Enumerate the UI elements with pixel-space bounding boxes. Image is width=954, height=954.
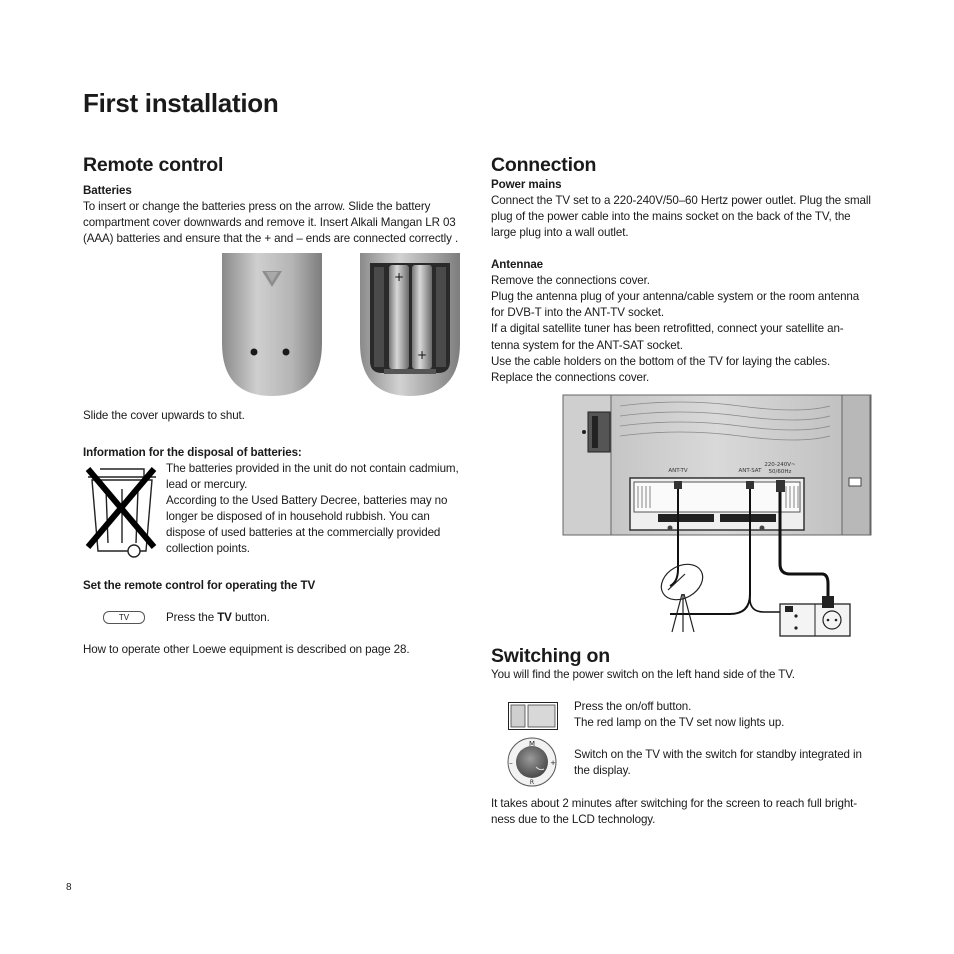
batteries-text-line-2: compartment cover downwards and remove it. Insert Alkali Mangan LR 03 (83, 216, 456, 229)
outro-line-1: It takes about 2 minutes after switching for the screen to reach full bright- (491, 797, 858, 810)
antennae-text-line-3: for DVB-T into the ANT-TV socket. (491, 306, 665, 319)
antennae-text-line-6: Use the cable holders on the bottom of the TV for laying the cables. (491, 355, 831, 368)
power-mains-heading: Power mains (491, 178, 562, 191)
disposal-text-line-6: collection points. (166, 542, 250, 555)
connection-heading: Connection (491, 154, 597, 176)
antennae-text-line-2: Plug the antenna plug of your antenna/cable system or the room antenna (491, 290, 860, 303)
dial-label-left: – (509, 759, 513, 767)
slide-cover-text: Slide the cover upwards to shut. (83, 409, 245, 422)
tv-connection-diagram (560, 394, 870, 639)
tv-button-icon: TV (103, 611, 145, 624)
disposal-text-line-3: According to the Used Battery Decree, batteries may no (166, 494, 448, 507)
set-remote-heading: Set the remote control for operating the TV (83, 579, 316, 592)
press-tv-button-text: Press the TV button. (166, 611, 270, 624)
batteries-heading: Batteries (83, 184, 132, 197)
disposal-text-line-2: lead or mercury. (166, 478, 248, 491)
step2-line-2: the display. (574, 764, 631, 777)
other-equipment-text: How to operate other Loewe equipment is described on page 28. (83, 643, 410, 656)
page-title: First installation (83, 88, 279, 118)
on-off-button-icon (508, 702, 558, 730)
antennae-heading: Antennae (491, 258, 544, 271)
page-number: 8 (66, 882, 72, 893)
dial-label-top: M (528, 740, 536, 748)
power-text-line-3: large plug into a wall outlet. (491, 226, 629, 239)
switching-on-intro: You will find the power switch on the left hand side of the TV. (491, 668, 795, 681)
power-text-line-1: Connect the TV set to a 220-240V/50–60 Hertz power outlet. Plug the small (491, 194, 871, 207)
antennae-text-line-7: Replace the connections cover. (491, 371, 650, 384)
batteries-text-line-1: To insert or change the batteries press on the arrow. Slide the battery (83, 200, 431, 213)
standby-dial-icon (506, 737, 558, 787)
remote-cover-closed-illustration (218, 253, 326, 398)
remote-control-heading: Remote control (83, 154, 224, 176)
step1-line-2: The red lamp on the TV set now lights up. (574, 716, 785, 729)
antennae-text-line-5: tenna system for the ANT-SAT socket. (491, 339, 683, 352)
svg-text:+: + (416, 348, 428, 362)
step2-line-1: Switch on the TV with the switch for standby integrated in (574, 748, 862, 761)
antennae-text-line-1: Remove the connections cover. (491, 274, 650, 287)
ant-tv-label: ANT-TV (668, 468, 688, 474)
switching-on-heading: Switching on (491, 645, 610, 667)
crossed-out-wheelie-bin-icon (82, 463, 162, 561)
batteries-text-line-3: (AAA) batteries and ensure that the + and – ends are connected correctly . (83, 232, 459, 245)
outro-line-2: ness due to the LCD technology. (491, 813, 656, 826)
disposal-heading: Information for the disposal of batteries: (83, 446, 302, 459)
step1-line-1: Press the on/off button. (574, 700, 692, 713)
disposal-text-line-5: dispose of used batteries at the commercially provided (166, 526, 441, 539)
power-rating-label-1: 220-240V~ (764, 462, 796, 468)
dial-label-right: + (550, 759, 556, 767)
power-rating-label-2: 50/60Hz (768, 469, 792, 475)
disposal-text-line-1: The batteries provided in the unit do not contain cadmium, (166, 462, 459, 475)
antennae-text-line-4: If a digital satellite tuner has been retrofitted, connect your satellite an- (491, 322, 844, 335)
ant-sat-label: ANT-SAT (738, 468, 762, 474)
disposal-text-line-4: longer be disposed of in household rubbish. You can (166, 510, 430, 523)
svg-text:+: + (393, 270, 405, 284)
power-text-line-2: plug of the power cable into the mains socket on the back of the TV, the (491, 210, 851, 223)
remote-battery-compartment-illustration (356, 253, 464, 398)
dial-label-bottom: R (529, 779, 535, 786)
